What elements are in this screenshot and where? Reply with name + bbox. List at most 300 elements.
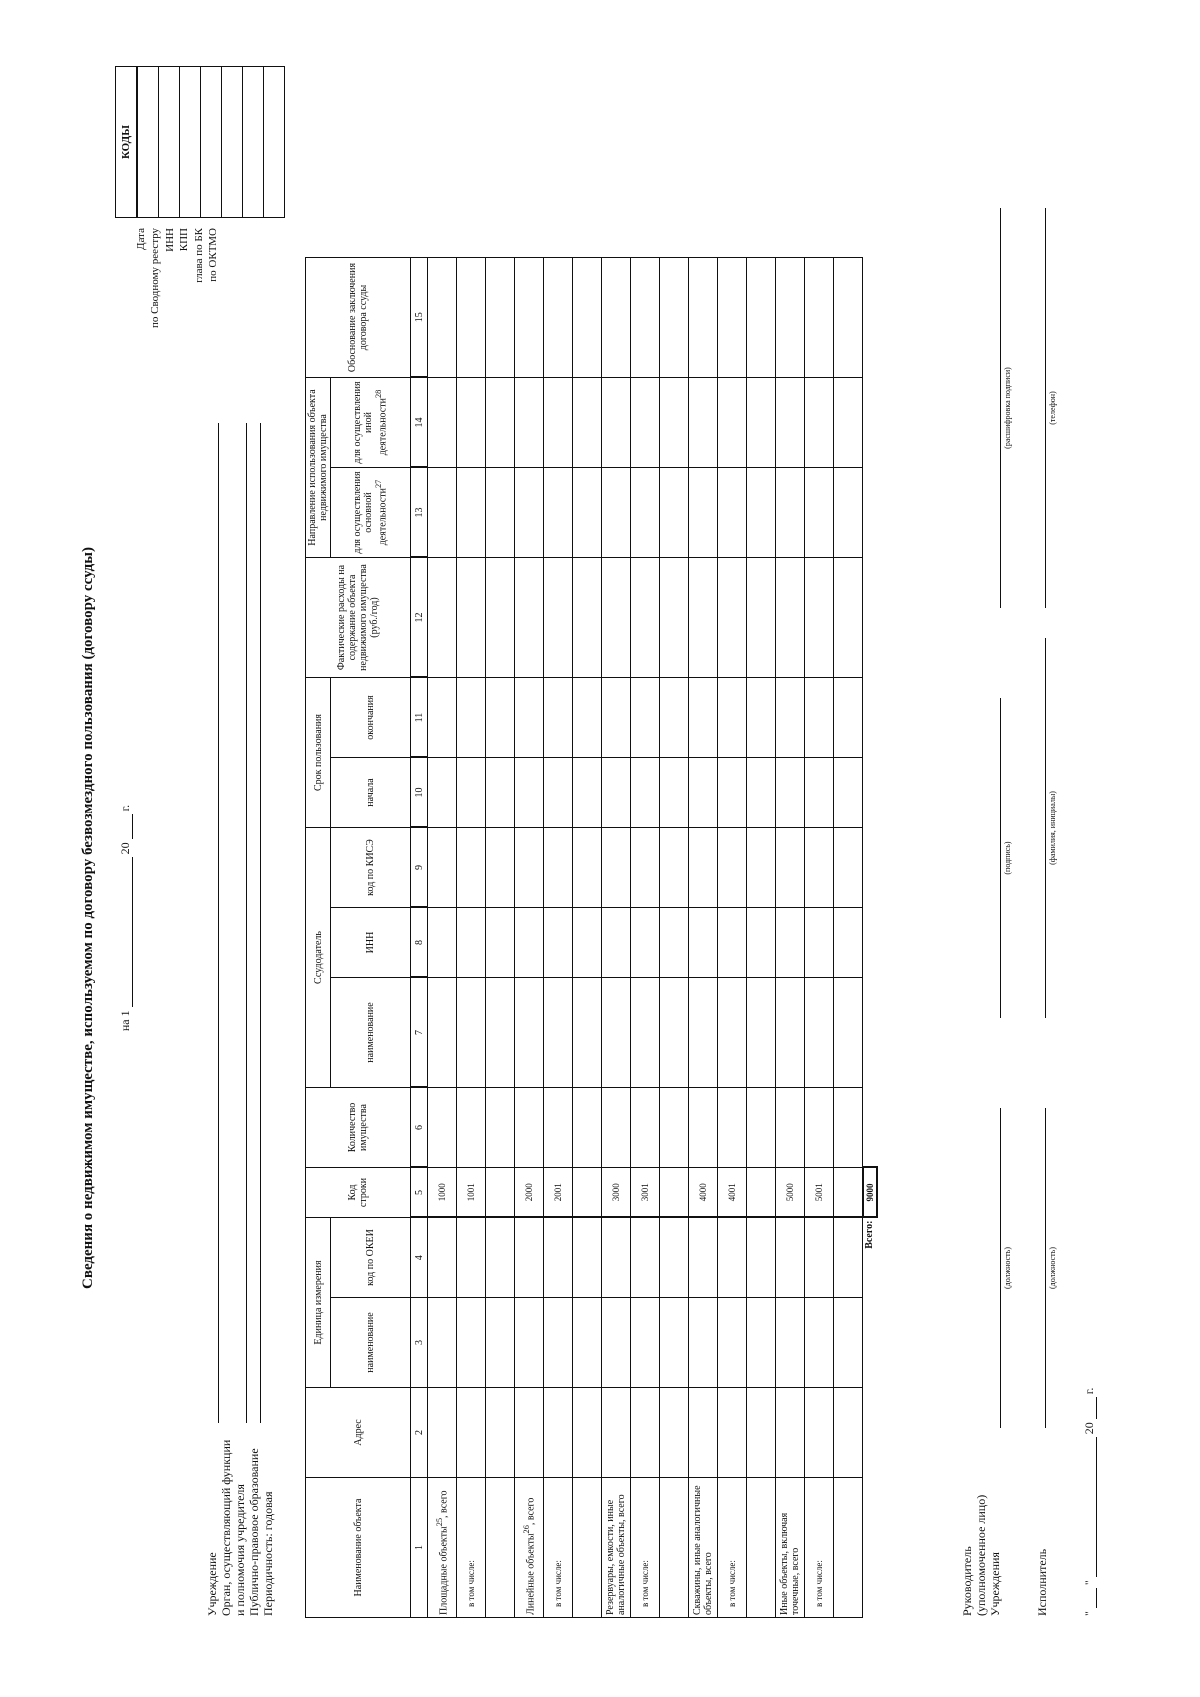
table-cell[interactable] — [689, 828, 718, 908]
table-cell[interactable] — [544, 258, 573, 378]
row-name: Линейные объекты$^{26}$, всего — [515, 1478, 544, 1618]
table-cell[interactable] — [457, 468, 486, 558]
table-cell[interactable] — [602, 678, 631, 758]
row-name — [834, 1478, 863, 1618]
table-cell[interactable] — [602, 468, 631, 558]
table-cell[interactable] — [660, 258, 689, 378]
table-cell[interactable] — [805, 978, 834, 1088]
table-cell[interactable] — [776, 908, 805, 978]
table-cell[interactable] — [428, 1218, 457, 1298]
sign-date-day-blank[interactable] — [1096, 1588, 1097, 1608]
table-cell[interactable] — [515, 978, 544, 1088]
table-cell[interactable] — [428, 468, 457, 558]
form-title: Сведения о недвижимом имуществе, используемом по договору безвозмездного пользования (договору ссуды) — [80, 547, 96, 1289]
head-signature-line[interactable] — [1000, 698, 1001, 1018]
table-cell[interactable] — [486, 978, 515, 1088]
head-decoding-caption: (расшифровка подписи) — [1003, 367, 1012, 449]
table-cell[interactable] — [718, 908, 747, 978]
table-cell[interactable] — [718, 978, 747, 1088]
table-cell[interactable] — [834, 558, 863, 678]
table-cell[interactable] — [602, 758, 631, 828]
code-oktmo-cell[interactable] — [264, 67, 285, 218]
table-cell[interactable] — [718, 378, 747, 468]
table-cell[interactable] — [602, 258, 631, 378]
table-cell[interactable] — [834, 1088, 863, 1168]
code-inn-cell[interactable] — [180, 67, 201, 218]
table-row — [573, 258, 602, 1618]
table-cell[interactable] — [805, 258, 834, 378]
table-cell[interactable] — [631, 258, 660, 378]
table-cell[interactable] — [805, 758, 834, 828]
table-cell[interactable] — [573, 1088, 602, 1168]
table-cell[interactable] — [573, 1298, 602, 1388]
row-code: 5000 — [776, 1168, 805, 1218]
table-cell[interactable] — [805, 1088, 834, 1168]
table-cell[interactable] — [515, 908, 544, 978]
column-numbers-row — [411, 258, 428, 1618]
table-cell[interactable] — [834, 378, 863, 468]
table-cell[interactable] — [805, 908, 834, 978]
table-cell[interactable] — [660, 908, 689, 978]
table-cell[interactable] — [834, 1218, 863, 1298]
col-lender-inn-header: ИНН — [331, 908, 411, 978]
table-cell[interactable] — [544, 1298, 573, 1388]
col-direction-header: Направление использования объекта недвижимого имущества — [306, 378, 331, 558]
table-cell[interactable] — [457, 828, 486, 908]
table-cell[interactable] — [515, 1088, 544, 1168]
table-cell[interactable] — [457, 758, 486, 828]
table-cell[interactable] — [660, 678, 689, 758]
table-cell[interactable] — [428, 908, 457, 978]
sign-date-year-prefix: 20 — [1082, 1422, 1096, 1435]
table-cell[interactable] — [602, 978, 631, 1088]
table-cell[interactable] — [689, 378, 718, 468]
table-cell[interactable] — [660, 828, 689, 908]
table-cell[interactable] — [660, 468, 689, 558]
table-row — [544, 258, 573, 1618]
table-cell[interactable] — [428, 828, 457, 908]
table-cell[interactable] — [457, 908, 486, 978]
row-code — [660, 1168, 689, 1218]
table-cell[interactable] — [486, 1298, 515, 1388]
table-cell[interactable] — [457, 1298, 486, 1388]
table-cell[interactable] — [834, 908, 863, 978]
table-cell[interactable] — [486, 258, 515, 378]
table-cell[interactable] — [776, 1388, 805, 1478]
field-founder-label-2: и полномочия учредителя — [233, 1484, 247, 1616]
row-code: 5001 — [805, 1168, 834, 1218]
table-cell[interactable] — [515, 378, 544, 468]
signature-block — [960, 1495, 1002, 1616]
table-cell[interactable] — [631, 378, 660, 468]
table-cell[interactable] — [544, 378, 573, 468]
column-number: 10 — [411, 758, 428, 828]
table-cell[interactable] — [718, 758, 747, 828]
table-cell[interactable] — [486, 378, 515, 468]
column-number: 6 — [411, 1088, 428, 1168]
column-number: 4 — [411, 1218, 428, 1298]
table-cell[interactable] — [747, 1298, 776, 1388]
table-cell[interactable] — [631, 828, 660, 908]
date-year-blank[interactable] — [132, 814, 133, 839]
table-cell[interactable] — [573, 678, 602, 758]
executor-phone-line[interactable] — [1045, 208, 1046, 608]
code-date-cell[interactable] — [137, 67, 159, 218]
table-cell[interactable] — [660, 378, 689, 468]
table-cell[interactable] — [428, 558, 457, 678]
total-row — [863, 258, 877, 1618]
table-cell[interactable] — [747, 258, 776, 378]
table-cell[interactable] — [660, 1388, 689, 1478]
sign-date-quote-close: " — [1082, 1580, 1096, 1586]
table-cell[interactable] — [747, 1088, 776, 1168]
field-founder-label: Орган, осуществляющий функции — [219, 1439, 233, 1616]
table-cell[interactable] — [689, 678, 718, 758]
field-periodicity-label: Периодичность: годовая — [261, 1491, 275, 1616]
table-cell[interactable] — [457, 558, 486, 678]
table-cell[interactable] — [515, 468, 544, 558]
table-row — [805, 258, 834, 1618]
table-cell[interactable] — [515, 258, 544, 378]
table-cell[interactable] — [428, 378, 457, 468]
table-cell[interactable] — [747, 828, 776, 908]
table-cell[interactable] — [573, 828, 602, 908]
table-cell[interactable] — [428, 758, 457, 828]
table-cell[interactable] — [486, 678, 515, 758]
column-number: 3 — [411, 1298, 428, 1388]
table-cell[interactable] — [834, 468, 863, 558]
table-cell[interactable] — [660, 1218, 689, 1298]
sign-date-year-suffix: г. — [1082, 1387, 1096, 1395]
table-cell[interactable] — [486, 558, 515, 678]
table-cell[interactable] — [428, 678, 457, 758]
col-lender-header: Ссудодатель — [306, 828, 331, 1088]
report-date-line — [118, 178, 133, 1658]
table-cell[interactable] — [544, 828, 573, 908]
executor-position-caption: (должность) — [1048, 1247, 1057, 1289]
column-number: 11 — [411, 678, 428, 758]
row-name: в том числе: — [718, 1478, 747, 1618]
executor-label: Исполнитель — [1035, 1548, 1049, 1616]
table-cell[interactable] — [573, 978, 602, 1088]
table-cell[interactable] — [660, 758, 689, 828]
table-row — [457, 258, 486, 1618]
table-cell[interactable] — [834, 258, 863, 378]
table-cell[interactable] — [718, 1218, 747, 1298]
table-cell[interactable] — [834, 1388, 863, 1478]
row-name: Площадные объекты$^{25}$, всего — [428, 1478, 457, 1618]
table-cell[interactable] — [573, 258, 602, 378]
table-cell[interactable] — [544, 758, 573, 828]
table-cell[interactable] — [515, 1388, 544, 1478]
col-row-code-header: Код строки — [306, 1168, 411, 1218]
table-cell[interactable] — [718, 468, 747, 558]
table-cell[interactable] — [805, 558, 834, 678]
table-cell[interactable] — [457, 1388, 486, 1478]
table-cell[interactable] — [718, 1088, 747, 1168]
row-name: в том числе: — [631, 1478, 660, 1618]
table-cell[interactable] — [515, 558, 544, 678]
table-cell[interactable] — [486, 1218, 515, 1298]
column-number: 15 — [411, 258, 428, 378]
codes-label-registry: по Сводному реестру — [149, 228, 162, 328]
table-cell[interactable] — [573, 908, 602, 978]
table-cell[interactable] — [776, 558, 805, 678]
table-cell[interactable] — [776, 378, 805, 468]
table-cell[interactable] — [718, 828, 747, 908]
table-cell[interactable] — [544, 678, 573, 758]
date-day-month-blank[interactable] — [132, 857, 133, 1007]
table-cell[interactable] — [747, 378, 776, 468]
table-row — [776, 258, 805, 1618]
table-cell[interactable] — [776, 678, 805, 758]
executor-fio-caption: (фамилия, инициалы) — [1048, 791, 1057, 865]
table-cell[interactable] — [718, 558, 747, 678]
col-address-header: Адрес — [306, 1388, 411, 1478]
col-unit-code-header: код по ОКЕИ — [331, 1218, 411, 1298]
table-cell[interactable] — [834, 678, 863, 758]
table-cell[interactable] — [631, 1388, 660, 1478]
table-cell[interactable] — [805, 378, 834, 468]
row-name: в том числе: — [544, 1478, 573, 1618]
table-cell[interactable] — [486, 1088, 515, 1168]
table-cell[interactable] — [689, 558, 718, 678]
table-cell[interactable] — [457, 678, 486, 758]
head-decoding-line[interactable] — [1000, 208, 1001, 608]
rotated-form-sheet — [60, 38, 1140, 1658]
table-cell[interactable] — [515, 678, 544, 758]
table-cell[interactable] — [776, 1298, 805, 1388]
codes-label-bk: глава по БК — [192, 228, 205, 283]
table-cell[interactable] — [631, 758, 660, 828]
table-cell[interactable] — [515, 1218, 544, 1298]
table-cell[interactable] — [573, 758, 602, 828]
table-cell[interactable] — [428, 1298, 457, 1388]
table-cell[interactable] — [718, 1388, 747, 1478]
row-name: в том числе: — [805, 1478, 834, 1618]
executor-fio-line[interactable] — [1045, 638, 1046, 1018]
codes-label-inn: ИНН — [163, 228, 176, 252]
table-cell[interactable] — [776, 258, 805, 378]
table-cell[interactable] — [776, 828, 805, 908]
row-code: 2001 — [544, 1168, 573, 1218]
table-cell[interactable] — [486, 828, 515, 908]
table-cell[interactable] — [602, 1388, 631, 1478]
table-cell[interactable] — [428, 978, 457, 1088]
table-row — [486, 258, 515, 1618]
row-code: 3001 — [631, 1168, 660, 1218]
table-cell[interactable] — [515, 758, 544, 828]
codes-header: КОДЫ — [116, 67, 138, 218]
column-number: 14 — [411, 378, 428, 468]
table-cell[interactable] — [660, 558, 689, 678]
table-cell[interactable] — [805, 1388, 834, 1478]
table-cell[interactable] — [486, 1388, 515, 1478]
head-position-line[interactable] — [1000, 1108, 1001, 1428]
table-cell[interactable] — [805, 1218, 834, 1298]
table-row — [718, 258, 747, 1618]
table-cell[interactable] — [544, 558, 573, 678]
code-kpp-cell[interactable] — [201, 67, 222, 218]
table-cell[interactable] — [602, 1218, 631, 1298]
table-cell[interactable] — [631, 1298, 660, 1388]
table-cell[interactable] — [660, 1298, 689, 1388]
table-cell[interactable] — [776, 758, 805, 828]
table-cell[interactable] — [776, 1218, 805, 1298]
table-cell[interactable] — [834, 978, 863, 1088]
table-cell[interactable] — [747, 758, 776, 828]
table-cell[interactable] — [689, 468, 718, 558]
table-row — [747, 258, 776, 1618]
public-entity-input-line[interactable] — [260, 423, 261, 1423]
table-cell[interactable] — [718, 678, 747, 758]
table-cell[interactable] — [544, 1088, 573, 1168]
table-cell[interactable] — [602, 1298, 631, 1388]
table-cell[interactable] — [544, 908, 573, 978]
col-unit-name-header: наименование — [331, 1298, 411, 1388]
table-cell[interactable] — [428, 258, 457, 378]
table-cell[interactable] — [544, 1388, 573, 1478]
table-row — [834, 258, 863, 1618]
table-cell[interactable] — [805, 1298, 834, 1388]
table-cell[interactable] — [660, 978, 689, 1088]
table-cell[interactable] — [689, 1218, 718, 1298]
table-cell[interactable] — [689, 758, 718, 828]
table-cell[interactable] — [602, 908, 631, 978]
row-name — [747, 1478, 776, 1618]
table-row — [602, 258, 631, 1618]
column-number: 2 — [411, 1388, 428, 1478]
table-cell[interactable] — [805, 828, 834, 908]
table-cell[interactable] — [718, 1298, 747, 1388]
table-row — [660, 258, 689, 1618]
table-cell[interactable] — [428, 1388, 457, 1478]
table-cell[interactable] — [486, 758, 515, 828]
row-name — [660, 1478, 689, 1618]
table-cell[interactable] — [631, 678, 660, 758]
table-cell[interactable] — [457, 978, 486, 1088]
table-cell[interactable] — [631, 1218, 660, 1298]
column-number: 13 — [411, 468, 428, 558]
table-cell[interactable] — [602, 1088, 631, 1168]
table-cell[interactable] — [689, 1088, 718, 1168]
table-cell[interactable] — [689, 258, 718, 378]
table-cell[interactable] — [689, 1298, 718, 1388]
col-unit-header: Единица измерения — [306, 1218, 331, 1388]
sign-date — [1082, 1388, 1097, 1616]
table-cell[interactable] — [457, 1088, 486, 1168]
table-row — [631, 258, 660, 1618]
table-cell[interactable] — [689, 1388, 718, 1478]
table-cell[interactable] — [544, 1218, 573, 1298]
row-code: 1000 — [428, 1168, 457, 1218]
code-registry-cell[interactable] — [159, 67, 180, 218]
table-cell[interactable] — [747, 1218, 776, 1298]
table-cell[interactable] — [631, 1088, 660, 1168]
codes-label-oktmo: по ОКТМО — [207, 228, 220, 282]
table-cell[interactable] — [428, 1088, 457, 1168]
col-lender-name-header: наименование — [331, 978, 411, 1088]
sign-date-month-blank[interactable] — [1096, 1437, 1097, 1577]
table-cell[interactable] — [486, 908, 515, 978]
code-blank-cell[interactable] — [222, 67, 243, 218]
head-label: Руководитель — [960, 1546, 974, 1616]
table-cell[interactable] — [515, 1298, 544, 1388]
table-cell[interactable] — [689, 978, 718, 1088]
table-cell[interactable] — [573, 558, 602, 678]
head-position-caption: (должность) — [1003, 1247, 1012, 1289]
date-prefix: на 1 — [118, 1010, 132, 1032]
row-name: в том числе: — [457, 1478, 486, 1618]
table-cell[interactable] — [747, 678, 776, 758]
table-cell[interactable] — [602, 828, 631, 908]
table-cell[interactable] — [834, 1298, 863, 1388]
col-direction-other-header: для осуществления иной деятельности$^{28}$ — [331, 378, 411, 468]
table-cell[interactable] — [747, 558, 776, 678]
table-cell[interactable] — [573, 378, 602, 468]
table-cell[interactable] — [776, 978, 805, 1088]
table-cell[interactable] — [631, 468, 660, 558]
table-cell[interactable] — [573, 1388, 602, 1478]
codes-labels — [134, 228, 220, 458]
row-name — [573, 1478, 602, 1618]
header-fields — [205, 1440, 275, 1616]
table-cell[interactable] — [776, 468, 805, 558]
table-cell[interactable] — [573, 1218, 602, 1298]
executor-position-line[interactable] — [1045, 1108, 1046, 1428]
table-row — [689, 258, 718, 1618]
table-cell[interactable] — [457, 258, 486, 378]
table-cell[interactable] — [457, 1218, 486, 1298]
date-year-prefix: 20 — [118, 842, 132, 855]
table-cell[interactable] — [544, 468, 573, 558]
table-cell[interactable] — [747, 908, 776, 978]
table-cell[interactable] — [805, 678, 834, 758]
founder-input-line[interactable] — [246, 423, 247, 1423]
column-number: 9 — [411, 828, 428, 908]
row-code — [747, 1168, 776, 1218]
table-cell[interactable] — [631, 978, 660, 1088]
table-cell[interactable] — [631, 558, 660, 678]
table-cell[interactable] — [486, 468, 515, 558]
table-cell[interactable] — [602, 378, 631, 468]
table-cell[interactable] — [747, 978, 776, 1088]
table-cell[interactable] — [805, 468, 834, 558]
table-cell[interactable] — [631, 908, 660, 978]
table-cell[interactable] — [544, 978, 573, 1088]
institution-input-line[interactable] — [218, 423, 219, 1423]
col-basis-header: Обоснование заключения договора ссуды — [306, 258, 411, 378]
row-code: 3000 — [602, 1168, 631, 1218]
table-cell[interactable] — [834, 828, 863, 908]
sign-date-year-blank[interactable] — [1096, 1397, 1097, 1419]
table-cell[interactable] — [718, 258, 747, 378]
col-lender-kise-header: код по КИСЭ — [331, 828, 411, 908]
table-cell[interactable] — [689, 908, 718, 978]
table-cell[interactable] — [747, 1388, 776, 1478]
table-cell[interactable] — [776, 1088, 805, 1168]
table-cell[interactable] — [515, 828, 544, 908]
table-cell[interactable] — [602, 558, 631, 678]
table-cell[interactable] — [573, 468, 602, 558]
table-cell[interactable] — [834, 758, 863, 828]
code-bk-cell[interactable] — [243, 67, 264, 218]
table-cell[interactable] — [747, 468, 776, 558]
column-number: 12 — [411, 558, 428, 678]
table-cell[interactable] — [660, 1088, 689, 1168]
table-cell[interactable] — [457, 378, 486, 468]
field-institution-label: Учреждение — [205, 1552, 219, 1616]
